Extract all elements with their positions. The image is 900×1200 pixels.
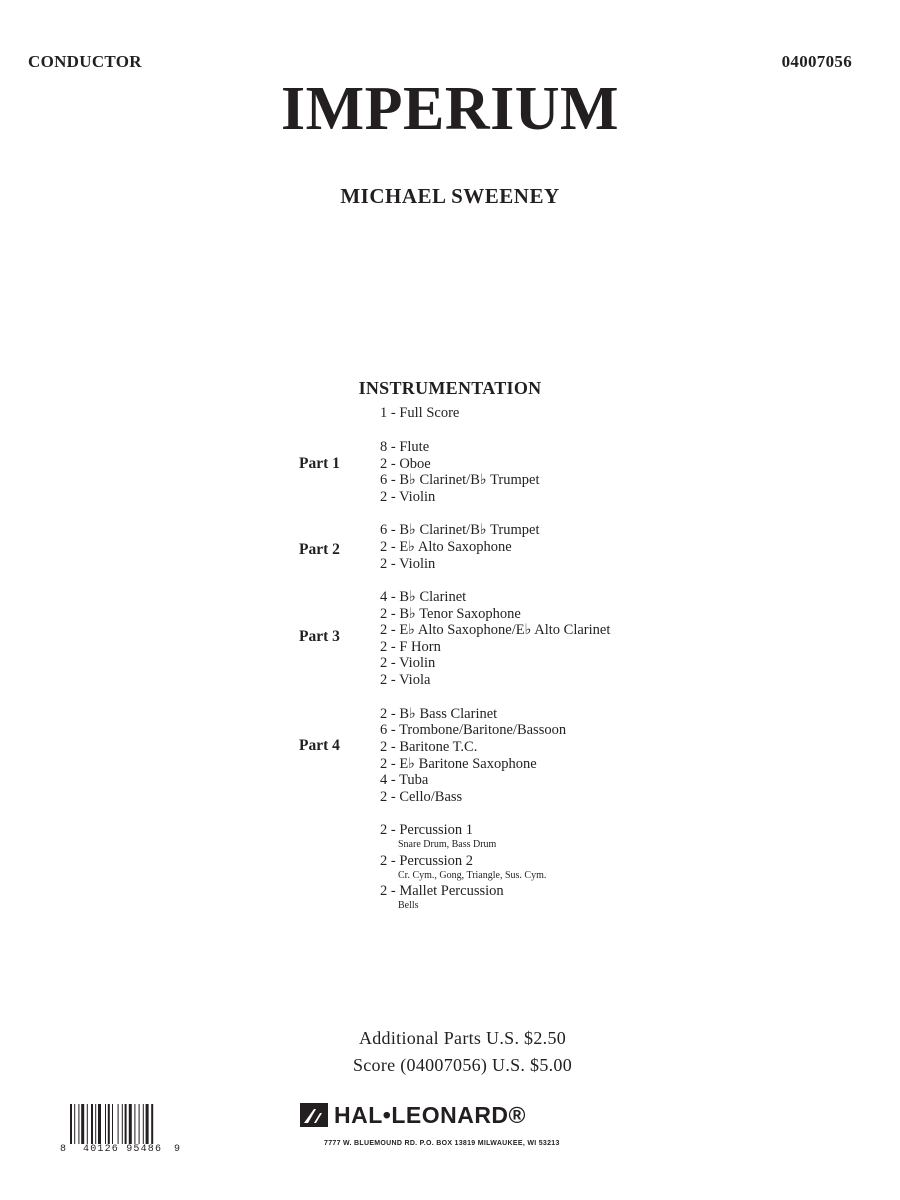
part-3-item: 2 - Viola — [380, 672, 431, 688]
percussion-item: 2 - Percussion 2 — [380, 853, 474, 869]
publisher-address: 7777 W. BLUEMOUND RD. P.O. BOX 13819 MILWAUKEE, WI 53213 — [324, 1140, 560, 1147]
part-3-item: 4 - B♭ Clarinet — [380, 589, 467, 605]
barcode-digit-right: 9 — [174, 1144, 181, 1155]
percussion-detail: Snare Drum, Bass Drum — [398, 839, 497, 850]
part-2-item: 6 - B♭ Clarinet/B♭ Trumpet — [380, 522, 540, 538]
percussion-detail: Cr. Cym., Gong, Triangle, Sus. Cym. — [398, 870, 547, 881]
hal-leonard-logo-icon — [300, 1103, 328, 1127]
percussion-item: 2 - Percussion 1 — [380, 822, 474, 838]
part-3-item: 2 - Violin — [380, 655, 436, 671]
part-4-item: 2 - B♭ Bass Clarinet — [380, 706, 498, 722]
full-score-item: 1 - Full Score — [380, 405, 460, 421]
percussion-item: 2 - Mallet Percussion — [380, 883, 504, 899]
catalog-number: 04007056 — [781, 52, 852, 71]
part-4-item: 2 - E♭ Baritone Saxophone — [380, 756, 537, 772]
part-2-label: Part 2 — [299, 541, 340, 558]
part-2-item: 2 - E♭ Alto Saxophone — [380, 539, 512, 555]
page-title: IMPERIUM — [280, 75, 620, 143]
part-1-label: Part 1 — [299, 455, 340, 472]
part-3-label: Part 3 — [299, 628, 340, 645]
part-2-item: 2 - Violin — [380, 556, 436, 572]
part-3-item: 2 - E♭ Alto Saxophone/E♭ Alto Clarinet — [380, 622, 611, 638]
instrumentation-heading: INSTRUMENTATION — [358, 378, 542, 398]
part-4-item: 4 - Tuba — [380, 772, 429, 788]
additional-parts-price: Additional Parts U.S. $2.50 — [358, 1028, 567, 1048]
barcode-digits: 40126 95486 — [83, 1144, 163, 1155]
composer-name: MICHAEL SWEENEY — [340, 184, 560, 208]
part-1-item: 8 - Flute — [380, 439, 430, 455]
edition-label: CONDUCTOR — [28, 52, 142, 71]
part-4-item: 2 - Baritone T.C. — [380, 739, 478, 755]
part-4-item: 2 - Cello/Bass — [380, 789, 463, 805]
part-1-item: 2 - Violin — [380, 489, 436, 505]
percussion-detail: Bells — [398, 900, 419, 911]
score-price: Score (04007056) U.S. $5.00 — [352, 1055, 573, 1075]
part-4-label: Part 4 — [299, 737, 340, 754]
part-4-item: 6 - Trombone/Baritone/Bassoon — [380, 722, 567, 738]
barcode — [70, 1104, 180, 1144]
publisher-logo: HAL•LEONARD® — [334, 1102, 526, 1128]
barcode-digit-left: 8 — [60, 1144, 67, 1155]
part-1-item: 2 - Oboe — [380, 456, 431, 472]
part-3-item: 2 - F Horn — [380, 639, 441, 655]
part-1-item: 6 - B♭ Clarinet/B♭ Trumpet — [380, 472, 540, 488]
part-3-item: 2 - B♭ Tenor Saxophone — [380, 606, 521, 622]
